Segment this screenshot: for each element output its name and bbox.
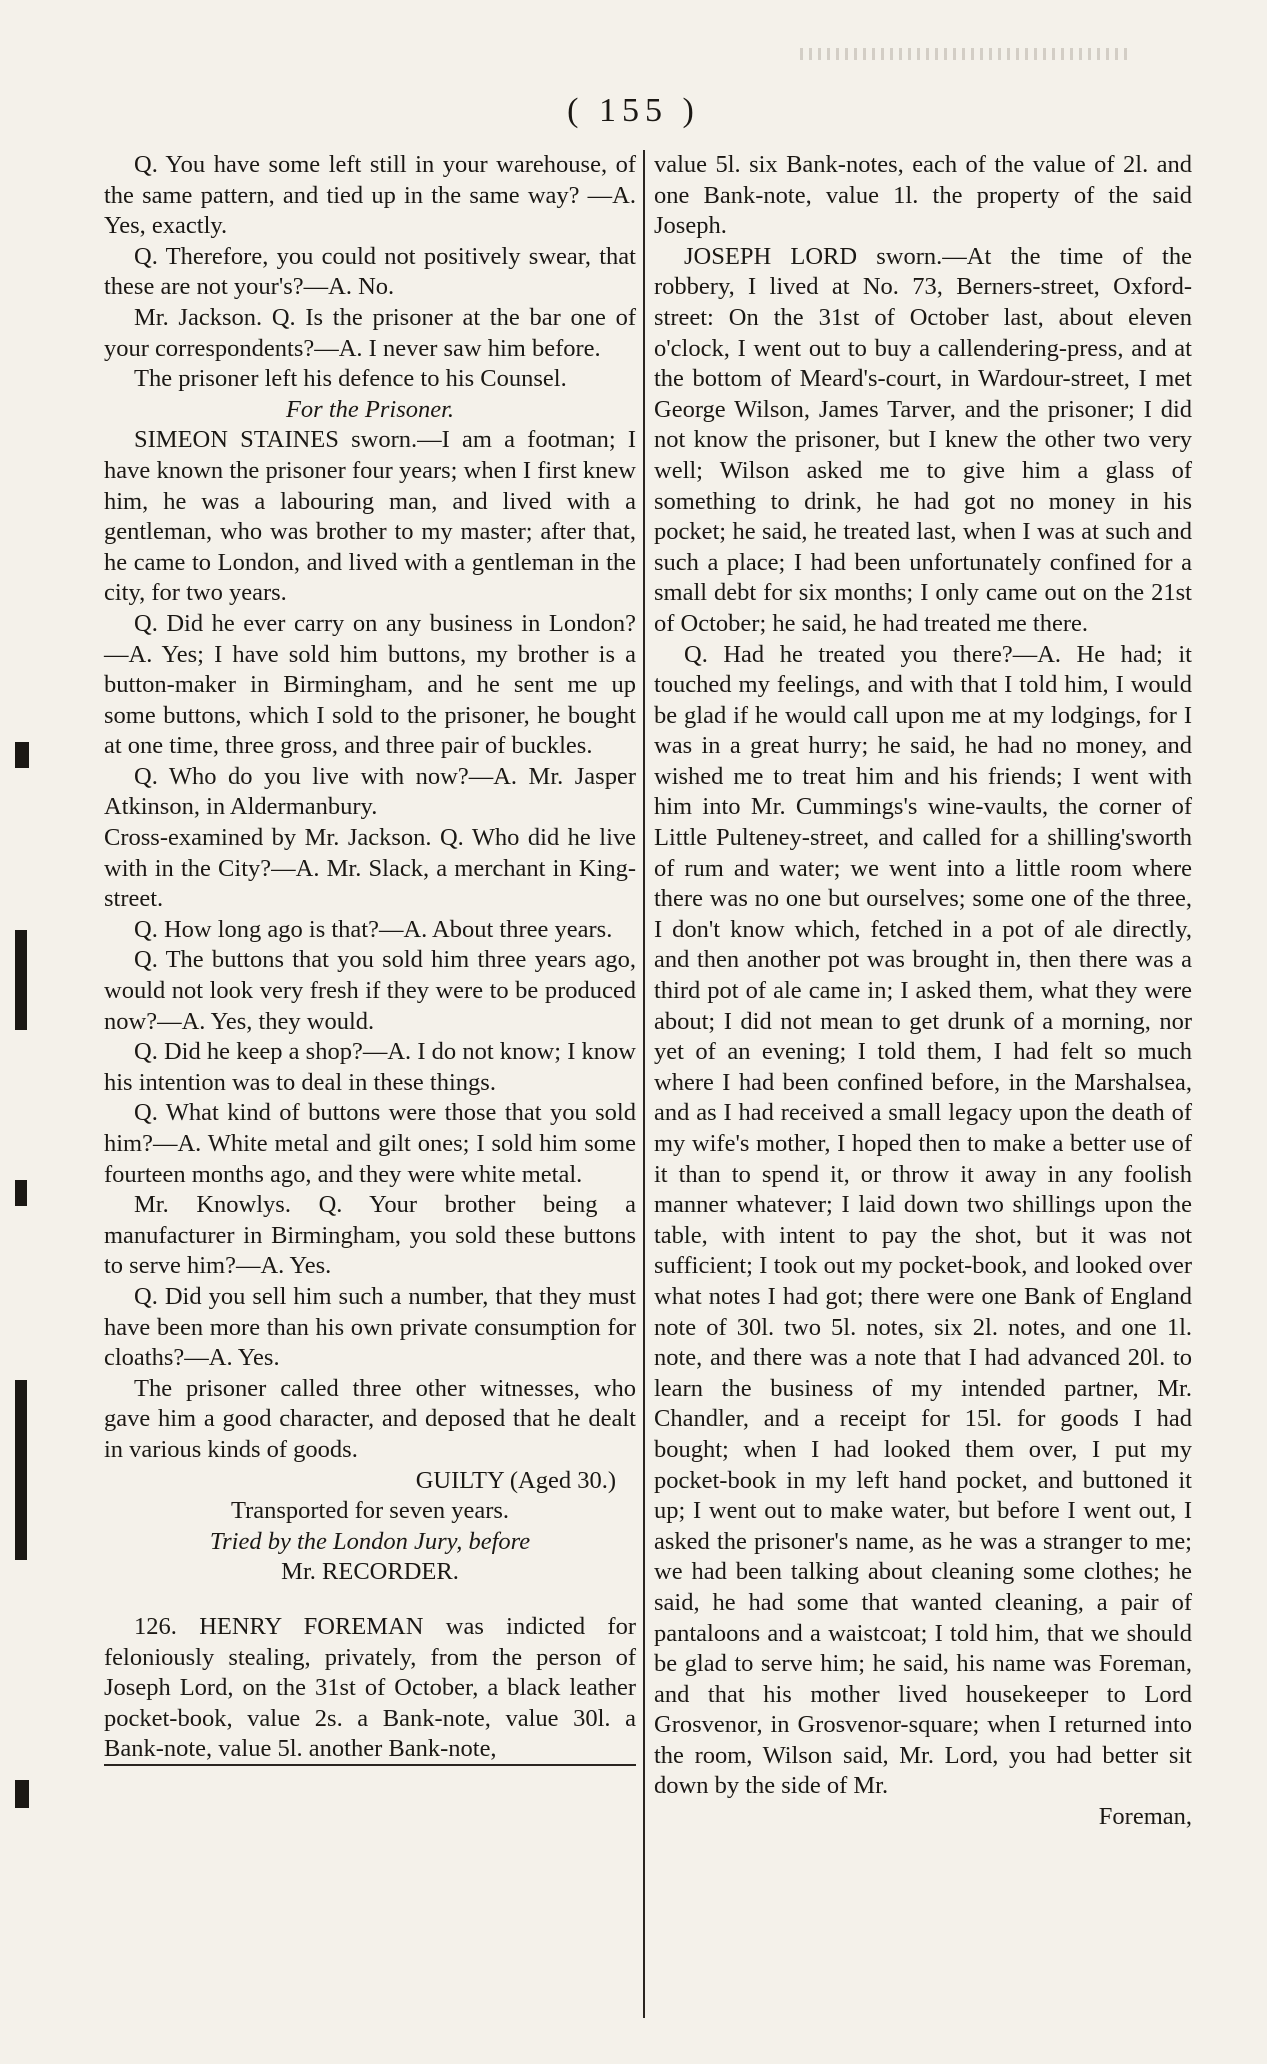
paragraph: Q. Had he treated you there?—A. He had; it touched my feelings, and with that I told him, I would be glad if he would call upon me at my lodgings, for I was in a great hurry; he said, he had no money, and wished me to treat him and his friends; I went with him into Mr. Cummings's wine-vaults, the corner of Little Pulteney-street, and called for a shilling'sworth of rum and water; we went into a little room where there was no one but ourselves; some one of the three, I don't know which, fetched in a pot of ale directly, and then another pot was brought in, then there was a third pot of ale came in; I asked them, what they were about; I did not mean to get drunk of a morning, nor yet of an evening; I told them, I had felt so much where I had been confined before, in the Marshalsea, and as I had received a small legacy upon the death of my wife's mother, I hoped then to make a better use of it than to spend it, or throw it away in any foolish manner whatever; I laid down two shillings upon the table, with intent to pay the shot, but it was not sufficient; I took out my pocket-book, and looked over what notes I had got; there were one Bank of England note of 30l. two 5l. notes, six 2l. notes, and one 1l. note, and there was a note that I had advanced 20l. to learn the business of my intended partner, Mr. Chandler, and a receipt for 15l. for goods I had bought; when I had looked them over, I put my pocket-book in my left hand pocket, and buttoned it up; I went out to make water, but before I went out, I asked the prisoner's name, as he was a stranger to me; we had been talking about cleaning some clothes; he said, he had some that wanted cleaning, a pair of pantaloons and a waistcoat; I told him, that we should be glad to serve him; he said, his name was Foreman, and that his mother lived housekeeper to Lord Grosvenor, in Grosvenor-square; when I returned into the room, Wilson said, Mr. Lord, you had better sit down by the side of Mr.	[654, 640, 1192, 1800]
paragraph: Q. Therefore, you could not positively swear, that these are not your's?—A. No.	[104, 242, 636, 301]
paragraph: The prisoner left his defence to his Counsel.	[134, 365, 567, 393]
margin-mark	[15, 1380, 27, 1560]
paragraph: Q. Did you sell him such a number, that they must have been more than his own private consumption for cloaths?—A. Yes.	[104, 1282, 636, 1372]
paragraph: Q. Who do you live with now?—A. Mr. Jasper Atkinson, in Aldermanbury.	[104, 762, 636, 821]
catchword: Foreman,	[1098, 1803, 1192, 1831]
paragraph: SIMEON STAINES sworn.—I am a footman; I have known the prisoner four years; when I first knew him, he was a labouring man, and lived with a gentleman, who was brother to my master; after that, he came to London, and lived with a gentleman in the city, for two years.	[104, 426, 636, 607]
case-divider	[104, 1764, 636, 1766]
margin-mark	[15, 930, 27, 1030]
paragraph: value 5l. six Bank-notes, each of the value of 2l. and one Bank-note, value 1l. the property of the said Joseph.	[654, 151, 1192, 240]
jury-line: Tried by the London Jury, before	[209, 1527, 531, 1555]
paragraph: The prisoner called three other witnesses, who gave him a good character, and deposed that he dealt in various kinds of goods.	[104, 1374, 636, 1463]
paragraph: 126. HENRY FOREMAN was indicted for feloniously stealing, privately, from the person of Joseph Lord, on the 31st of October, a black leather pocket-book, value 2s. a Bank-note, value 30l. a Bank-note, value 5l. another Bank-note,	[104, 1612, 636, 1763]
paragraph: Q. Did he keep a shop?—A. I do not know; I know his intention was to deal in these things.	[104, 1038, 636, 1096]
paragraph: Q. What kind of buttons were those that you sold him?—A. White metal and gilt ones; I sold him some fourteen months ago, and they were white metal.	[104, 1099, 636, 1188]
paragraph: Cross-examined by Mr. Jackson. Q. Who did he live with in the City?—A. Mr. Slack, a merchant in King-street.	[104, 824, 636, 913]
paragraph: Q. Did he ever carry on any business in London?—A. Yes; I have sold him buttons, my brother is a button-maker in Birmingham, and he sent me up some buttons, which I sold to the prisoner, he bought at one time, three gross, and three pair of buckles.	[104, 609, 636, 760]
paragraph: Q. How long ago is that?—A. About three years.	[134, 915, 613, 943]
margin-mark	[15, 1780, 29, 1808]
judge-line: Mr. RECORDER.	[281, 1558, 459, 1586]
paragraph: JOSEPH LORD sworn.—At the time of the robbery, I lived at No. 73, Berners-street, Oxford-street: On the 31st of October last, about eleven o'clock, I went out to buy a callendering-press, and at the bottom of Meard's-court, in Wardour-street, I met George Wilson, James Tarver, and the prisoner; I did not know the prisoner, but I knew the other two very well; Wilson asked me to give him a glass of something to drink, he had got no money in his pocket; he said, he treated last, when I was at such and such a place; I had been unfortunately confined for a small debt for six months; I only came out on the 21st of October; he said, he had treated me there.	[654, 242, 1192, 637]
paragraph: Mr. Jackson. Q. Is the prisoner at the bar one of your correspondents?—A. I never saw him before.	[104, 303, 636, 362]
paragraph: Q. The buttons that you sold him three years ago, would not look very fresh if they were to be produced now?—A. Yes, they would.	[104, 946, 636, 1035]
verdict: GUILTY (Aged 30.)	[415, 1466, 616, 1494]
margin-mark	[15, 742, 29, 768]
right-column	[654, 150, 1192, 1833]
column-divider	[643, 150, 645, 2018]
scan-noise	[800, 48, 1130, 60]
page-number: ( 155 )	[567, 92, 700, 129]
sentence: Transported for seven years.	[230, 1497, 510, 1525]
margin-mark	[15, 1180, 27, 1206]
section-heading: For the Prisoner.	[285, 395, 455, 423]
left-column	[104, 150, 636, 1765]
paragraph: Q. You have some left still in your warehouse, of the same pattern, and tied up in the same way? —A. Yes, exactly.	[104, 151, 636, 240]
paragraph: Mr. Knowlys. Q. Your brother being a manufacturer in Birmingham, you sold these buttons to serve him?—A. Yes.	[104, 1191, 636, 1280]
